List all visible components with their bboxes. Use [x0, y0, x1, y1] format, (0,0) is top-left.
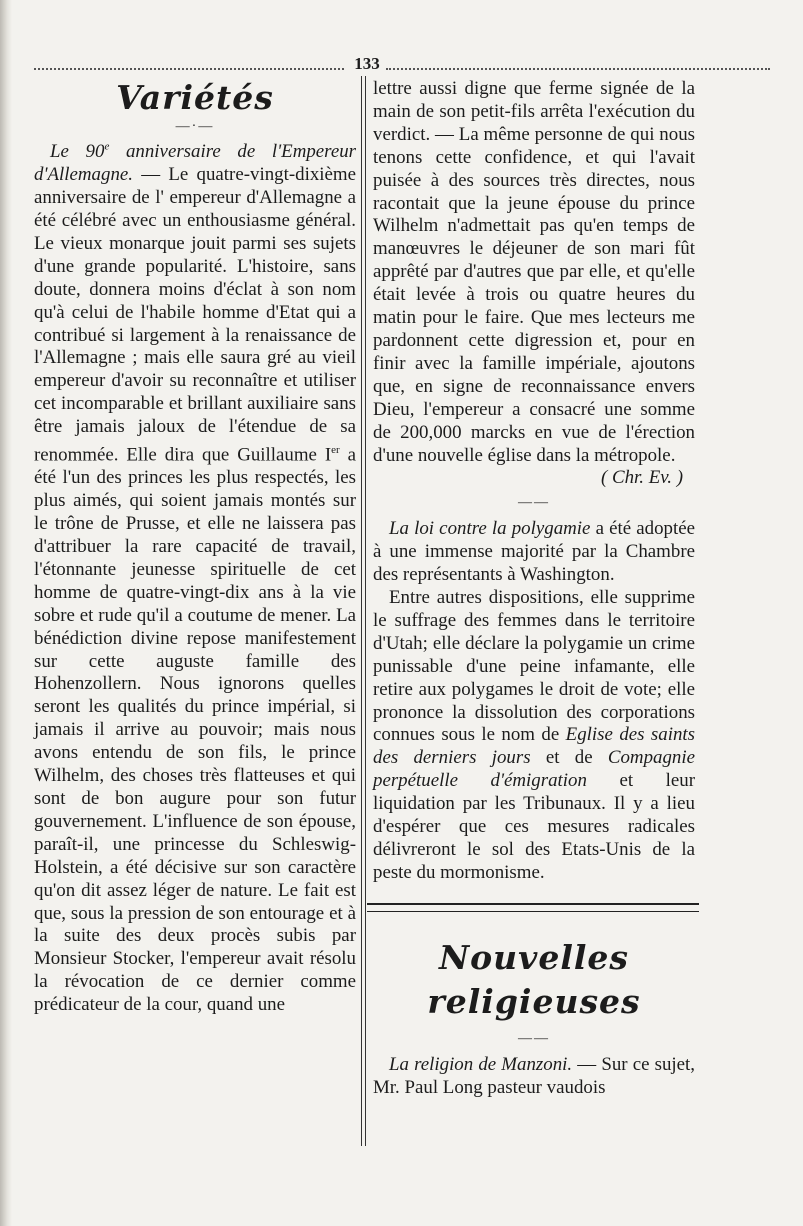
continuation-paragraph: lettre aussi digne que ferme signée de la main de son petit-fils arrêta l'exécution du verdict. — La même personne de qui nous tenons cette confidence, et qui l'avait puisée à des sources très directes, nous racontait que la jeune épouse du prince Wilhelm n'admettait pas qu'en temps de manœuvres le déjeuner de son mari fût apprêté par d'autres que par elle, et qu'elle était levée à trois ou quatre heures du matin pour le faire. Que mes lecteurs me pardonnent cette digression et, pour en finir avec la famille impériale, ajoutons que, en signe de reconnaissance envers Dieu, l'empereur a consacré une somme de 200,000 marcks en vue de l'érection d'une nouvelle église dans la métropole.	[373, 78, 695, 466]
header-rule-left	[34, 68, 344, 70]
article-paragraph: Le 90e anniversaire de l'Empereur d'Allemagne. — Le quatre-vingt-dixième anniversaire de l' empereur d'Allemagne a été célébré avec un enthousiasme général. Le vieux monarque jouit parmi ses sujets d'une grande popularité. L'histoire, sans doute, donnera moins d'éclat à son nom qu'à celui de l'habile homme d'Etat qui a contribué si largement à la renaissance de l'Allemagne ; mais elle saura gré au vieil empereur d'avoir su reconnaître et utiliser cet incomparable et brillant auxiliaire sans être jamais jaloux de l'étendue de sa renommée. Elle dira que Guillaume Ier a été l'un des princes les plus respectés, les plus aimés, qui soient jamais montés sur le trône de Prusse, et elle ne laissera pas d'attribuer la rare capacité de travail, l'étonnante jeunesse spirituelle de cet homme de quatre-vingt-dix ans à la vie sobre et rude qu'il a coutume de mener. La bénédiction divine repose manifestement sur cette auguste famille des Hohenzollern. Nous ignorons quelles seront les qualités du prince impérial, si jamais il arrive au pouvoir; mais nous avons entendu de son fils, le prince Wilhelm, des choses très flatteuses et qui sont de bon augure pour son futur gouvernement. L'influence de son épouse, paraît-il, une princesse du Schleswig-Holstein, a été décisive sur son caractère qu'on dit assez léger de nature. Le fait est que, sous la pression de son entourage et à la suite des deux procès subis par Monsieur Stocker, l'empereur avait résolu la révocation de ce dernier comme prédicateur de la cour, quand une	[34, 141, 357, 1016]
section-title-varietes: Variétés	[116, 78, 274, 117]
separator: ——	[518, 495, 550, 511]
separator: —·—	[175, 119, 215, 134]
source-citation: ( Chr. Ev. )	[600, 467, 683, 489]
section-rule	[367, 903, 699, 912]
right-column	[373, 78, 695, 1100]
article-title: Le 90e anniversaire de l'Empereur d'Allemagne.	[34, 141, 356, 186]
page-number: 133	[354, 54, 380, 73]
article2-paragraph: La loi contre la polygamie a été adoptée à une immense majorité par la Chambre des représentants à Washington.	[373, 518, 695, 586]
separator: ——	[518, 1030, 550, 1046]
article2-paragraph-2: Entre autres dispositions, elle supprime le suffrage des femmes dans le territoire d'Utah; elle déclare la polygamie un crime punissable d'une peine infamante, elle retire aux polygames le droit de vote; elle prononce la dissolution des corporations connues sous le nom de Eglise des saints des derniers jours et de Compagnie perpétuelle d'émigration et leur liquidation par les Tribunaux. Il y a lieu d'espérer que ces mesures radicales délivreront le sol des Etats-Unis de la peste du mormonisme.	[373, 587, 696, 883]
column-divider	[361, 76, 366, 1146]
section-title-nouvelles-religieuses: Nouvelles religieuses	[427, 937, 641, 1021]
header-rule-right	[386, 68, 770, 70]
page-header	[34, 54, 770, 74]
article3-title: La religion de Manzoni.	[389, 1053, 573, 1075]
page-edge-shadow	[0, 0, 12, 1226]
article3-paragraph: La religion de Manzoni. — Sur ce sujet, Mr. Paul Long pasteur vaudois	[373, 1053, 696, 1098]
left-column	[34, 78, 356, 1017]
article2-title: La loi contre la polygamie	[389, 518, 591, 540]
